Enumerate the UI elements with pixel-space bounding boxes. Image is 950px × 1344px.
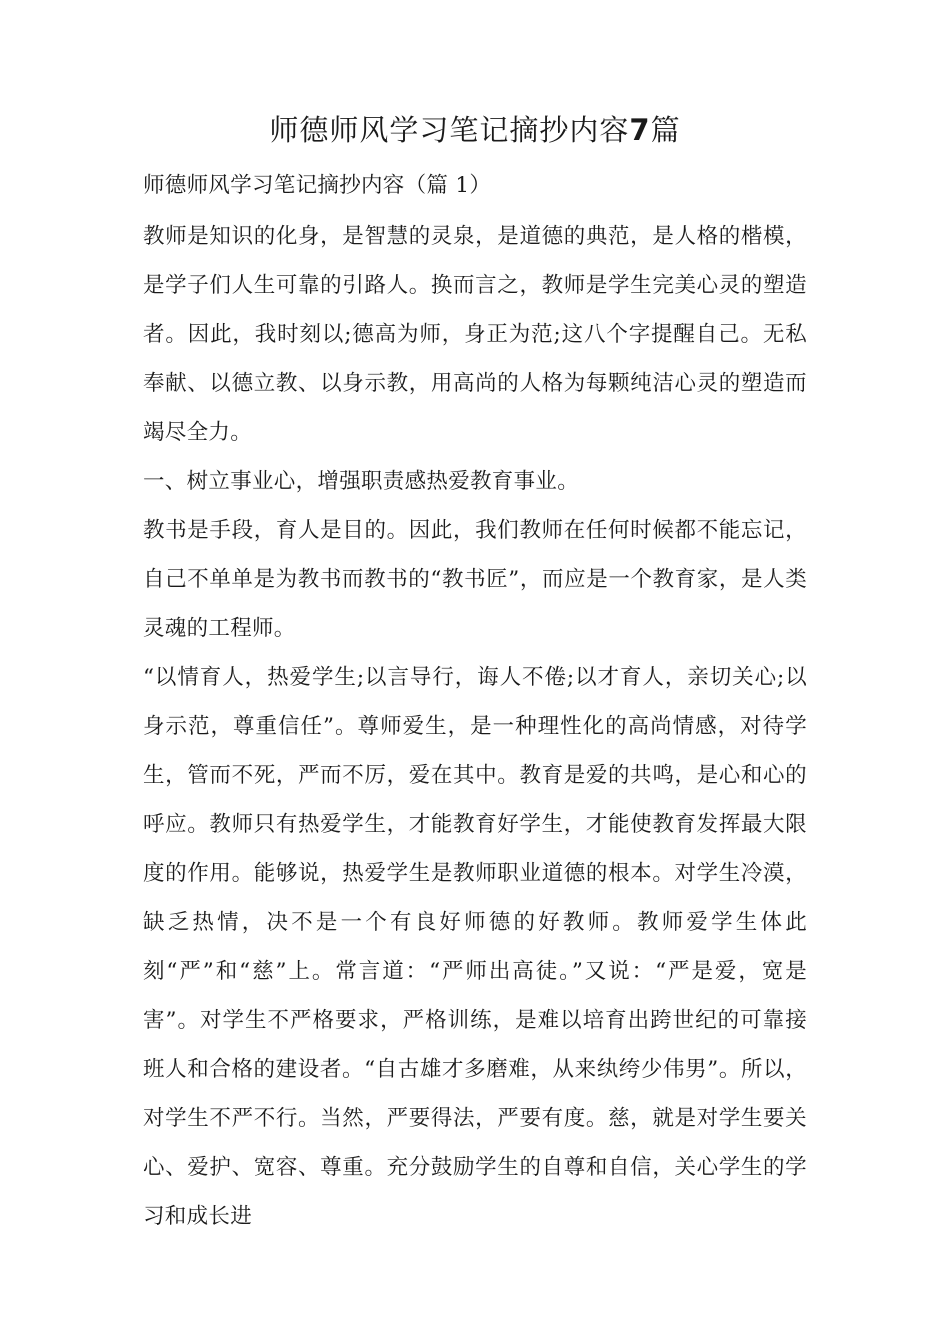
- paragraph-teaching: 教书是手段，育人是目的。因此，我们教师在任何时候都不能忘记，自己不单单是为教书而教书的“教书匠”，而应是一个教育家，是人类灵魂的工程师。: [143, 518, 807, 641]
- title-main: 师德师风学习笔记摘抄内容: [269, 113, 630, 147]
- section-heading-1: 一、树立事业心，增强职责感热爱教育事业。: [143, 469, 580, 494]
- paragraph-intro: 教师是知识的化身，是智慧的灵泉，是道德的典范，是人格的楷模，是学子们人生可靠的引路人。换而言之，教师是学生完美心灵的塑造者。因此，我时刻以;德高为师，身正为范;这八个字提醒自己。无私奉献、以德立教、以身示教，用高尚的人格为每颗纯洁心灵的塑造而竭尽全力。: [143, 224, 807, 445]
- section-subtitle: 师德师风学习笔记摘抄内容（篇 1）: [143, 173, 492, 198]
- document-title: [0, 108, 950, 152]
- title-tail: 篇: [650, 113, 681, 147]
- document-body: [143, 168, 807, 1241]
- title-number: 7: [629, 113, 651, 147]
- paragraph-love-students: “以情育人，热爱学生;以言导行，诲人不倦;以才育人，亲切关心;以身示范，尊重信任”。尊师爱生，是一种理性化的高尚情感，对待学生，管而不死，严而不厉，爱在其中。教育是爱的共鸣，是心和心的呼应。教师只有热爱学生，才能教育好学生，才能使教育发挥最大限度的作用。能够说，热爱学生是教师职业道德的根本。对学生冷漠，缺乏热情，决不是一个有良好师德的好教师。教师爱学生体此刻“严”和“慈”上。常言道：“严师出高徒。”又说：“严是爱，宽是害”。对学生不严格要求，严格训练，是难以培育出跨世纪的可靠接班人和合格的建设者。“自古雄才多磨难，从来纨绔少伟男”。所以，对学生不严不行。当然，严要得法，严要有度。慈，就是对学生要关心、爱护、宽容、尊重。充分鼓励学生的自尊和自信，关心学生的学习和成长进: [143, 665, 807, 1229]
